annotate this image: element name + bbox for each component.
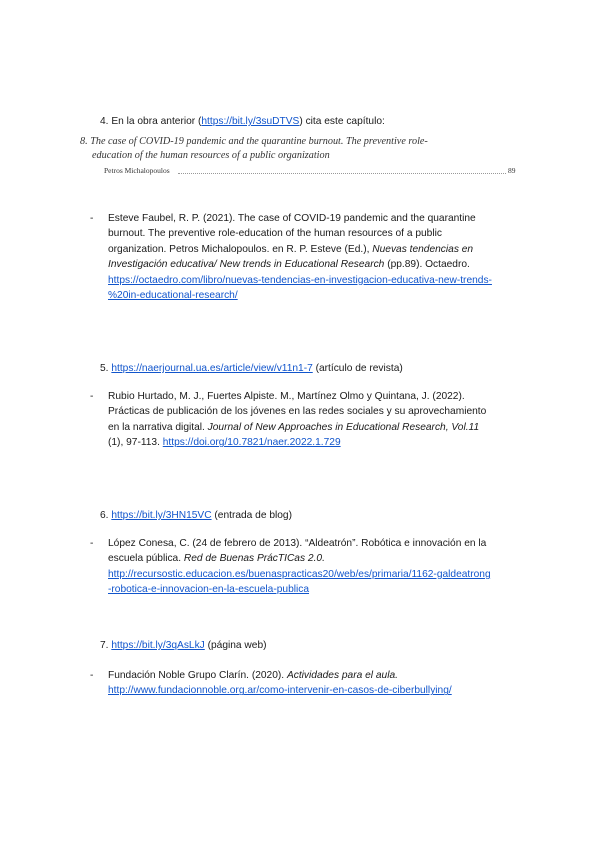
item-4-short-link[interactable]: https://bit.ly/3suDTVS bbox=[201, 116, 300, 127]
item-6-ref-link-line-2[interactable]: -robotica-e-innovacion-en-la-escuela-publica bbox=[108, 584, 310, 596]
item-6-ref-line-2-text: escuela pública. bbox=[108, 553, 184, 565]
item-7-heading bbox=[100, 639, 267, 653]
item-6-reference bbox=[108, 536, 532, 598]
item-5-ref-line-4 bbox=[108, 435, 532, 450]
item-7-ref-line-1 bbox=[108, 668, 532, 683]
item-4-ref-line-1: Esteve Faubel, R. P. (2021). The case of COVID-19 pandemic and the quarantine bbox=[108, 213, 476, 224]
item-7-ref-link-line-1[interactable]: http://www.fundacionnoble.org.ar/como-intervenir-en-casos-de-ciberbullying/ bbox=[108, 685, 452, 697]
item-5-ref-line-3-text: en la narrativa digital. bbox=[108, 421, 208, 433]
item-7-bullet-dash: - bbox=[90, 670, 94, 681]
item-4-ref-line-4 bbox=[108, 257, 532, 272]
item-5-ref-journal-title: Journal of New Approaches in Educational Research, Vol.11 bbox=[207, 421, 480, 433]
item-5-ref-line-3 bbox=[108, 420, 532, 435]
item-6-heading bbox=[100, 509, 292, 523]
item-5-ref-issue-pages: (1), 97-113. bbox=[108, 437, 163, 449]
item-4-prefix: En la obra anterior ( bbox=[111, 116, 202, 127]
item-4-ref-link-line-1[interactable]: https://octaedro.com/libro/nuevas-tendencias-en-investigacion-educativa-new-trends- bbox=[108, 274, 492, 286]
item-4-ref-line-2: burnout. The preventive role-education of the human resources of a public bbox=[108, 228, 442, 240]
item-5-link[interactable]: https://naerjournal.ua.es/article/view/v11n1-7 bbox=[111, 363, 313, 374]
item-4-ref-book-title-b: Investigación educativa/ New trends in Educational Research bbox=[108, 259, 385, 271]
item-7-ref-line-1-text: Fundación Noble Grupo Clarín. (2020). bbox=[108, 670, 287, 681]
item-5-heading bbox=[100, 362, 403, 376]
item-4-reference bbox=[108, 211, 532, 303]
item-7-link[interactable]: https://bit.ly/3qAsLkJ bbox=[111, 640, 205, 651]
toc-page-number: 89 bbox=[508, 166, 516, 175]
item-7-number: 7. bbox=[100, 640, 109, 651]
item-4-ref-line-3 bbox=[108, 242, 532, 257]
item-6-number: 6. bbox=[100, 510, 109, 521]
item-7-ref-page-title: Actividades para el aula. bbox=[286, 670, 398, 681]
item-4-ref-line-3-text: organization. Petros Michalopoulos. en R. P. Esteve (Ed.), bbox=[108, 243, 373, 255]
item-4-number: 4. bbox=[100, 116, 109, 127]
item-4-ref-book-title-a: Nuevas tendencias en bbox=[372, 243, 474, 255]
item-5-ref-line-1: Rubio Hurtado, M. J., Fuertes Alpiste. M., Martínez Olmo y Quintana, J. (2022). bbox=[108, 391, 465, 402]
toc-excerpt-image bbox=[78, 135, 518, 179]
toc-line-1: 8. The case of COVID-19 pandemic and the quarantine burnout. The preventive role- bbox=[80, 136, 428, 147]
item-5-suffix: (artículo de revista) bbox=[312, 363, 403, 374]
item-4-bullet-dash: - bbox=[90, 213, 94, 224]
item-5-ref-doi-link[interactable]: https://doi.org/10.7821/naer.2022.1.729 bbox=[162, 437, 341, 449]
item-6-ref-link-line-1[interactable]: http://recursostic.educacion.es/buenaspracticas20/web/es/primaria/1162-galdeatrong bbox=[108, 568, 491, 580]
item-7-reference bbox=[108, 668, 532, 699]
item-5-ref-line-2: Prácticas de publicación de los jóvenes en las redes sociales y su aprovechamiento bbox=[108, 406, 487, 418]
item-4-ref-link-line-2[interactable]: %20in-educational-research/ bbox=[108, 290, 238, 302]
item-5-reference bbox=[108, 389, 532, 451]
toc-author: Petros Michalopoulos bbox=[104, 166, 170, 175]
item-6-ref-line-1: López Conesa, C. (24 de febrero de 2013). “Aldeatrón”. Robótica e innovación en la bbox=[108, 538, 487, 549]
item-4-heading bbox=[100, 115, 385, 129]
item-6-bullet-dash: - bbox=[90, 538, 94, 549]
item-4-suffix: ) cita este capítulo: bbox=[299, 116, 385, 127]
item-6-link[interactable]: https://bit.ly/3HN15VC bbox=[111, 510, 212, 521]
item-6-ref-site-title: Red de Buenas PrácTICas 2.0. bbox=[183, 553, 325, 565]
item-6-ref-line-2 bbox=[108, 551, 532, 566]
item-4-ref-line-4-text: (pp.89). Octaedro. bbox=[384, 259, 470, 271]
item-6-suffix: (entrada de blog) bbox=[211, 510, 292, 521]
item-5-number: 5. bbox=[100, 363, 109, 374]
item-7-suffix: (página web) bbox=[204, 640, 267, 651]
item-5-bullet-dash: - bbox=[90, 391, 94, 402]
toc-line-2: education of the human resources of a public organization bbox=[92, 150, 330, 161]
toc-dot-leader bbox=[178, 173, 506, 174]
